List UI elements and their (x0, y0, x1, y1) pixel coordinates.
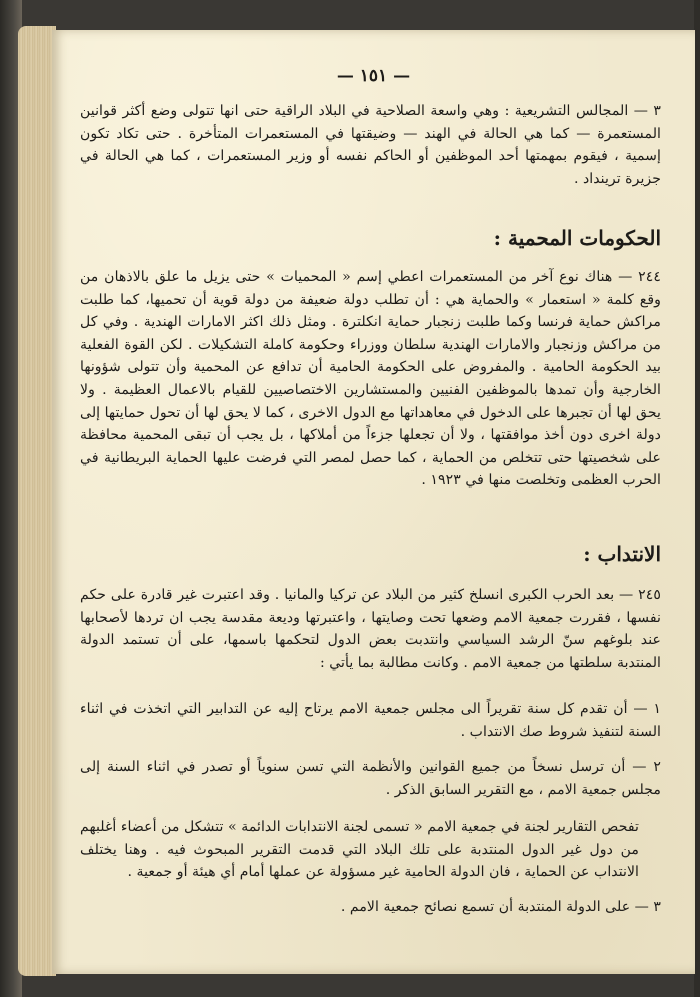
list-item-1 (80, 698, 661, 743)
list-item-3-text: ٣ — على الدولة المنتدبة أن تسمع نصائح جمعية الامم . (340, 899, 661, 915)
paragraph-review-text: تفحص التقارير لجنة في جمعية الامم « تسمى لجنة الانتدابات الدائمة » تتشكل من أعضاء أغلبهم من دول غير الدول المنتدبة على تلك البلاد التي قدمت التقرير المبحوث فيه . وهنا يختلف الانتداب عن الحماية ، فان الدولة الحامية غير مسؤولة عن عملها أمام أي هيئة أو جمعية . (80, 819, 639, 881)
paragraph-245 (80, 584, 661, 674)
page-number: — ١٥١ — (336, 66, 411, 86)
item-3-legislative (80, 100, 661, 190)
list-item-3 (80, 896, 661, 919)
list-item-2-text: ٢ — أن ترسل نسخاً من جميع القوانين والأنظمة التي تسن سنوياً أو تصدر في اثناء السنة إلى مجلس جمعية الامم ، مع التقرير السابق الذكر . (80, 759, 661, 798)
book-page (52, 30, 695, 974)
page-edges (18, 26, 56, 976)
paragraph-244 (80, 266, 661, 492)
paragraph-245-text: ٢٤٥ — بعد الحرب الكبرى انسلخ كثير من البلاد عن تركيا والمانيا . وقد اعتبرت غير قادرة على حكم نفسها ، فقررت جمعية الامم وضعها تحت وصايتها ، واعتبرتها وديعة مقدسة يجب ان تردها لأصحابها عند بلوغهم سنّ الرشد السياسي وانتدبت بعض الدول لتحكمها باسمها، على أن تستمد الدولة المنتدبة سلطتها من جمعية الامم . وكانت مطالبة بما يأتي : (80, 587, 661, 671)
list-item-1-text: ١ — أن تقدم كل سنة تقريراً الى مجلس جمعية الامم يرتاح إليه عن التدابير التي اتخذت في اثناء السنة لتنفيذ شروط صك الانتداب . (80, 701, 661, 740)
list-item-2 (80, 756, 661, 801)
heading-mandate: الانتداب : (583, 542, 661, 566)
heading-protected-governments: الحكومات المحمية : (493, 226, 661, 250)
item-3-text: ٣ — المجالس التشريعية : وهي واسعة الصلاحية في البلاد الراقية حتى انها تتولى وضع أكثر قوانين المستعمرة — كما هي الحالة في الهند — وضيقتها في المستعمرات المتأخرة . حتى تكاد تكون إسمية ، فيقوم بمهمتها أحد الموظفين أو الحاكم نفسه أو وزير المستعمرات ، كما هي الحالة في جزيرة ترينداد . (80, 103, 661, 187)
paragraph-244-text: ٢٤٤ — هناك نوع آخر من المستعمرات اعطي إسم « المحميات » حتى يزيل ما علق بالاذهان من وقع كلمة « استعمار » والحماية هي : أن تطلب دولة ضعيفة من دولة قوية أن تحميها، كما طلبت مراكش حماية فرنسا وكما طلبت زنجبار حماية انكلترة . ومثل ذلك اكثر الامارات الهندية . وفي كل من مراكش وزنجبار والامارات الهندية سلطان ووزراء وحكومة كاملة التشكيلات . لكن القوة الفعلية بيد الحكومة الحامية . والمفروض على الحكومة الحامية أن تدافع عن المحمية وأن تتولى شؤونها الخارجية وأن تمدها بالموظفين الفنيين والمستشارين الاختصاصيين للقيام بالاعمال العظيمة . ولا يحق لها أن تجبرها على الدخول في معاهداتها مع الدول الاخرى ، كما لا يحق لها أن تحول حمايتها إلى دولة اخرى دون أخذ موافقتها ، ولا أن تجعلها جزءاً من أملاكها ، بل يجب أن تبقى المحمية محافظة على شخصيتها حتى تتخلص من الحماية ، كما حصل لمصر التي فرضت عليها الحماية البريطانية في الحرب العظمى وتخلصت منها في ١٩٢٣ . (80, 269, 661, 489)
paragraph-review (80, 816, 661, 884)
